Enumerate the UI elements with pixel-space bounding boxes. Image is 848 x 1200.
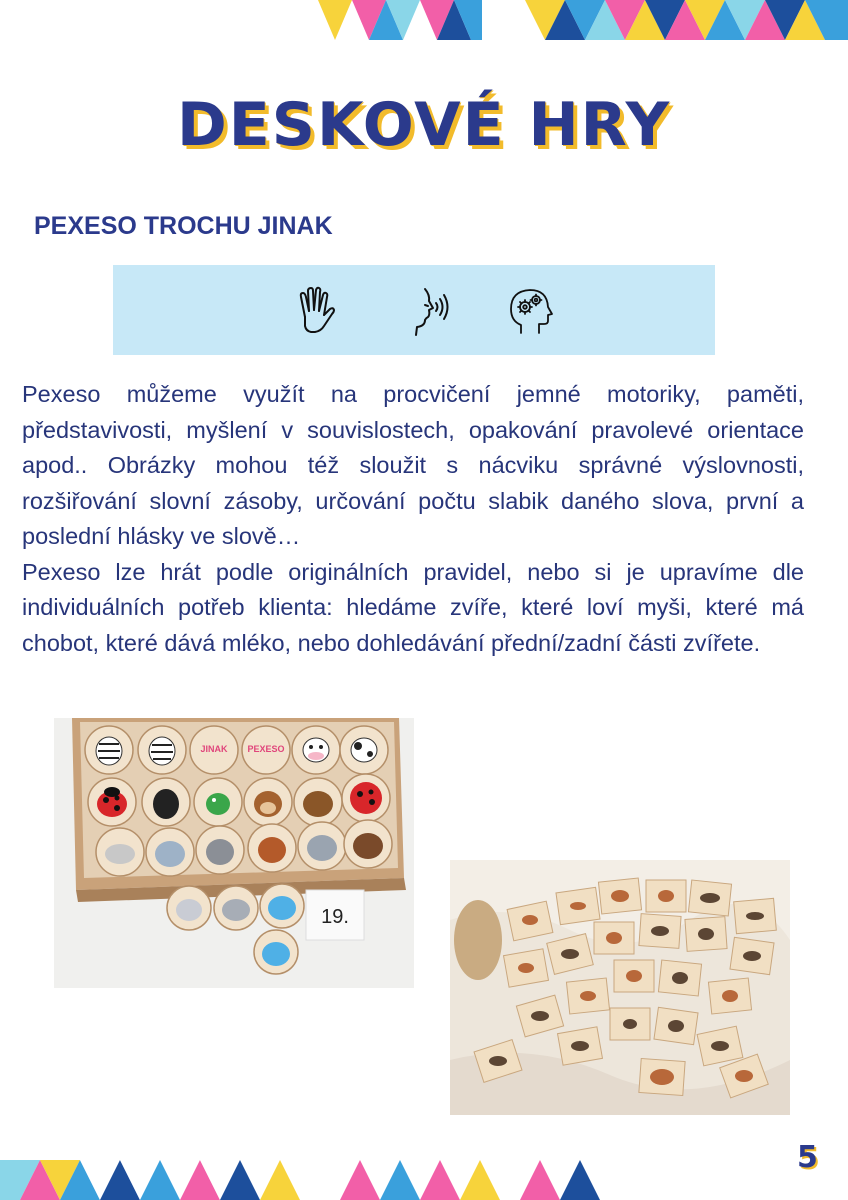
- top-decorative-banner: [0, 0, 848, 40]
- note-number: 19.: [321, 906, 349, 928]
- page-title: DESKOVÉ HRY: [176, 90, 672, 160]
- token-label-pexeso: PEXESO: [247, 744, 285, 754]
- bottom-decorative-banner: [0, 1160, 848, 1200]
- token-label-jinak: JINAK: [200, 744, 228, 754]
- hand-icon: [288, 283, 344, 339]
- body-text: [22, 377, 804, 661]
- section-heading: PEXESO TROCHU JINAK: [34, 212, 333, 240]
- photo-animal-track-cards: [450, 860, 790, 1115]
- body-paragraph: Pexeso můžeme využít na procvičení jemné motoriky, paměti, představivosti, myšlení v souvislostech, opakování pravolevé orientace apod.. Obrázky mohou též sloužit s nácviku správné výslovnosti, rozšiřování slovní zásoby, určování počtu slabik daného slova, první a poslední hlásky ve slově…: [22, 381, 804, 549]
- body-paragraph: Pexeso lze hrát podle originálních pravidel, nebo si je upravíme dle individuálních potřeb klienta: hledáme zvíře, které loví myši, které má chobot, které dává mléko, nebo dohledávání přední/zadní části zvířete.: [22, 558, 804, 656]
- photo-wooden-memory-tokens: [54, 718, 414, 988]
- speaking-head-icon: [403, 283, 459, 339]
- skills-icon-bar: [113, 265, 715, 355]
- page-number: 5: [797, 1140, 818, 1175]
- head-gears-icon: [503, 283, 559, 339]
